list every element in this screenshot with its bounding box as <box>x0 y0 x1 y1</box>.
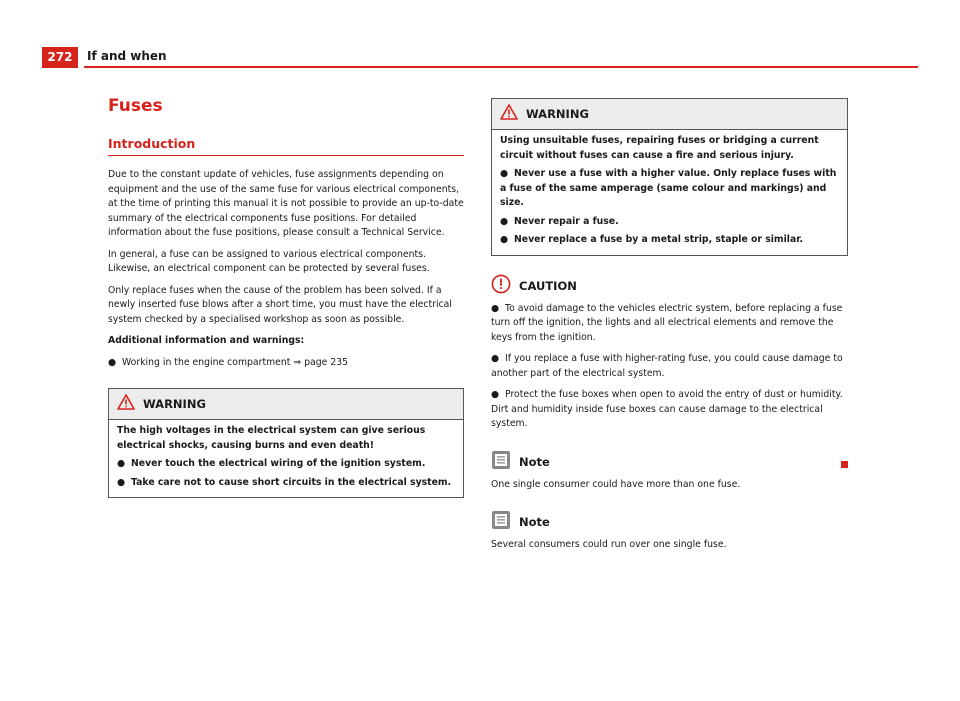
bullet-icon: ● <box>108 356 117 368</box>
header-rule <box>84 66 918 68</box>
bullet-icon: ● <box>500 234 509 245</box>
note-header <box>491 450 848 474</box>
list-item: ● Never replace a fuse by a metal strip, staple or similar. <box>500 233 839 248</box>
list-item: ● If you replace a fuse with higher-rating fuse, you could cause damage to another part of the electrical system. <box>491 353 843 379</box>
list-item: ● To avoid damage to the vehicles electric system, before replacing a fuse turn off the ignition, the lights and all electrical elements and remove the keys from the ignition. <box>491 302 843 343</box>
bullet-icon: ● <box>491 389 500 400</box>
section-end-mark <box>841 461 848 468</box>
warning-triangle-icon <box>500 104 518 124</box>
right-column <box>491 98 848 560</box>
note-label: Note <box>519 515 550 529</box>
note-text: One single consumer could have more than one fuse. <box>491 478 741 490</box>
warning-box <box>491 98 848 256</box>
warning-text: Using unsuitable fuses, repairing fuses or bridging a current circuit without fuses can cause a fire and serious injury. <box>500 135 819 161</box>
caution-icon <box>491 274 511 298</box>
note-label: Note <box>519 454 550 469</box>
list-item: ● Never use a fuse with a higher value. Only replace fuses with a fuse of the same amperage (same colour and markings) and size. <box>500 168 837 208</box>
warning-label: WARNING <box>143 397 206 411</box>
warning-body <box>492 130 847 255</box>
warning-label: WARNING <box>526 107 589 121</box>
warning-text: The high voltages in the electrical system can give serious electrical shocks, causing burns and even death! <box>117 425 426 451</box>
warning-triangle-icon <box>117 394 135 414</box>
bullet-icon: ● <box>117 476 126 488</box>
paragraph: Due to the constant update of vehicles, fuse assignments depending on equipment and the use of the same fuse for various electrical components, at the time of printing this manual it is not possible to provide an up-to-date summary of the electrical components fuse positions. For detailed information about the fuse positions, please consult a Technical Service. <box>108 169 464 238</box>
paragraph: Only replace fuses when the cause of the problem has been solved. If a newly inserted fuse blows after a short time, you must have the electrical system checked by a specialised workshop as soon as possible. <box>108 284 452 325</box>
note-text: Several consumers could run over one single fuse. <box>491 539 727 550</box>
bullet-icon: ● <box>491 353 500 364</box>
warning-header <box>492 99 847 130</box>
list-item: ● Protect the fuse boxes when open to avoid the entry of dust or humidity. Dirt and humidity inside fuse boxes can cause damage to the electrical system. <box>491 389 843 429</box>
left-column <box>108 96 464 498</box>
caution-label: CAUTION <box>519 278 577 293</box>
note-icon <box>491 450 511 474</box>
chapter-title: If and when <box>87 49 167 63</box>
warning-body <box>109 420 463 497</box>
list-item: ● Take care not to cause short circuits in the electrical system. <box>117 476 455 491</box>
note-icon <box>491 510 511 534</box>
page-number: 272 <box>42 47 78 68</box>
list-item <box>108 356 464 371</box>
bullet-icon: ● <box>491 302 500 314</box>
section-title: Fuses <box>108 96 163 116</box>
list-item: ● Never repair a fuse. <box>500 215 839 230</box>
warning-header <box>109 389 463 420</box>
list-item: ● Never touch the electrical wiring of the ignition system. <box>117 457 455 472</box>
bullet-icon: ● <box>117 458 126 469</box>
bullet-icon: ● <box>500 215 509 227</box>
paragraph: In general, a fuse can be assigned to various electrical components. Likewise, an electrical component can be protected by several fuses. <box>108 248 430 274</box>
warning-box <box>108 388 464 498</box>
subsection-title: Introduction <box>108 136 464 156</box>
bullet-icon: ● <box>500 168 509 179</box>
link-text[interactable]: Working in the engine compartment ⇒ page 235 <box>122 356 349 368</box>
note-header <box>491 510 848 534</box>
caution-header <box>491 274 848 298</box>
additional-info-heading: Additional information and warnings: <box>108 335 305 346</box>
